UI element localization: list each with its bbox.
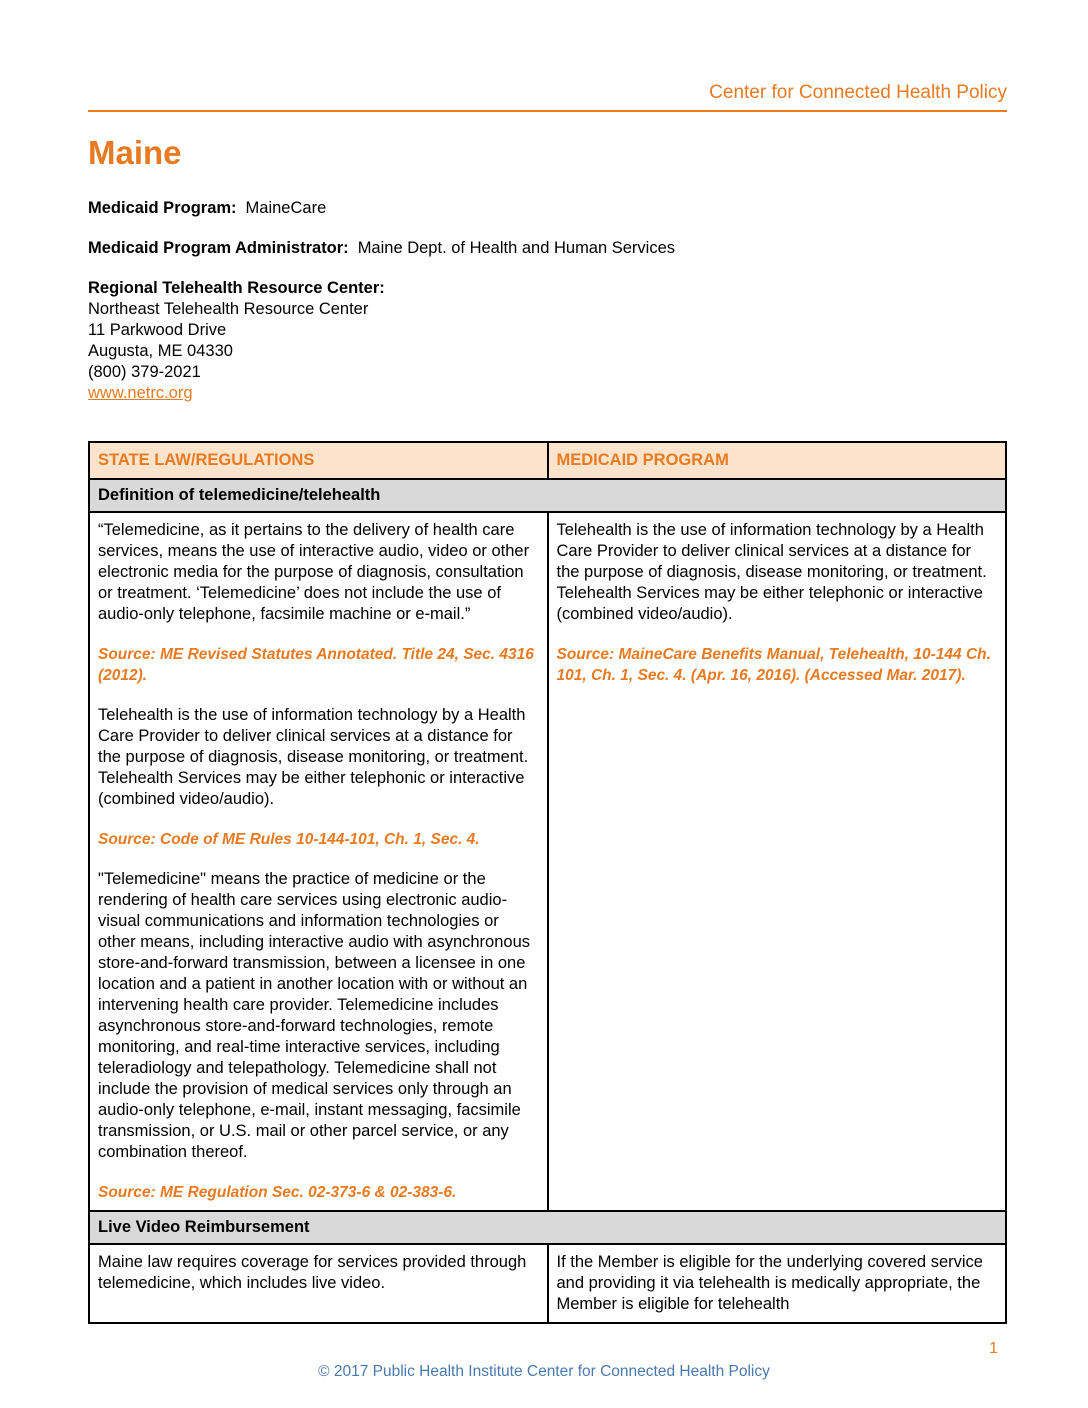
administrator-value: Maine Dept. of Health and Human Services [357,239,676,257]
rtrc-phone: (800) 379-2021 [88,363,201,381]
rtrc-block [88,278,1007,404]
rtrc-org: Northeast Telehealth Resource Center [88,300,369,318]
section-title-definition: Definition of telemedicine/telehealth [89,479,1006,512]
definition-state-law-cell [89,512,548,1211]
info-section [88,198,1007,404]
copyright-notice: © 2017 Public Health Institute Center for Connected Health Policy [318,1363,770,1380]
paragraph: Telehealth is the use of information technology by a Health Care Provider to deliver clinical services at a distance for the purpose of diagnosis, disease monitoring, or treatment. Telehealth Services may be either telephonic or interactive (combined video/audio). [556,521,987,623]
paragraph: “Telemedicine, as it pertains to the delivery of health care services, means the use of interactive audio, video or other electronic media for the purpose of diagnosis, consultation or treatment. ‘Telemedicine’ does not include the use of audio-only telephone, facsimile machine or e-mail.” [98,521,530,623]
administrator-label: Medicaid Program Administrator: [88,239,349,257]
live-video-state-law-cell [89,1244,548,1323]
medicaid-program-value: MaineCare [245,199,327,217]
definition-medicaid-cell [548,512,1007,1211]
administrator-line [88,238,1007,259]
rtrc-city: Augusta, ME 04330 [88,342,233,360]
section-row-definition [89,479,1006,512]
org-name: Center for Connected Health Policy [709,82,1007,103]
live-video-medicaid-cell [548,1244,1007,1323]
medicaid-program-line [88,198,1007,219]
source-citation: Source: ME Regulation Sec. 02-373-6 & 02-383-6. [98,1184,457,1201]
page-content [88,0,1007,1324]
medicaid-program-label: Medicaid Program: [88,199,237,217]
column-header-state-law: STATE LAW/REGULATIONS [89,442,548,479]
paragraph: If the Member is eligible for the underlying covered service and providing it via telehealth is medically appropriate, the Member is eligible for telehealth [556,1253,983,1313]
paragraph: Telehealth is the use of information technology by a Health Care Provider to deliver clinical services at a distance for the purpose of diagnosis, disease monitoring, or treatment. Telehealth Services may be either telephonic or interactive (combined video/audio). [98,706,529,808]
page-title: Maine [88,134,182,171]
section-title-live-video: Live Video Reimbursement [89,1211,1006,1244]
source-citation: Source: MaineCare Benefits Manual, Telehealth, 10-144 Ch. 101, Ch. 1, Sec. 4. (Apr. 16, 2016). (Accessed Mar. 2017). [556,646,991,684]
section-row-live-video [89,1211,1006,1244]
policy-table [88,441,1007,1324]
paragraph: "Telemedicine" means the practice of medicine or the rendering of health care services using electronic audio-visual communications and information technologies or other means, including interactive audio with asynchronous store-and-forward transmission, between a licensee in one location and a patient in another location with or without an intervening health care provider. Telemedicine includes asynchronous store-and-forward technologies, remote monitoring, and real-time interactive services, including teleradiology and telepathology. Telemedicine shall not include the provision of medical services only through an audio-only telephone, e-mail, instant messaging, facsimile transmission, or U.S. mail or other parcel service, or any combination thereof. [98,870,530,1161]
column-header-medicaid-program: MEDICAID PROGRAM [548,442,1007,479]
table-row-live-video [89,1244,1006,1323]
rtrc-street: 11 Parkwood Drive [88,321,227,339]
source-citation: Source: Code of ME Rules 10-144-101, Ch. 1, Sec. 4. [98,831,480,848]
table-row-definition [89,512,1006,1211]
rtrc-website-link[interactable]: www.netrc.org [88,384,193,402]
table-header-row [89,442,1006,479]
paragraph: Maine law requires coverage for services provided through telemedicine, which includes live video. [98,1253,527,1292]
source-citation: Source: ME Revised Statutes Annotated. Title 24, Sec. 4316 (2012). [98,646,534,684]
page-header [88,0,1007,112]
page-number: 1 [989,1340,998,1357]
rtrc-label: Regional Telehealth Resource Center: [88,279,385,297]
